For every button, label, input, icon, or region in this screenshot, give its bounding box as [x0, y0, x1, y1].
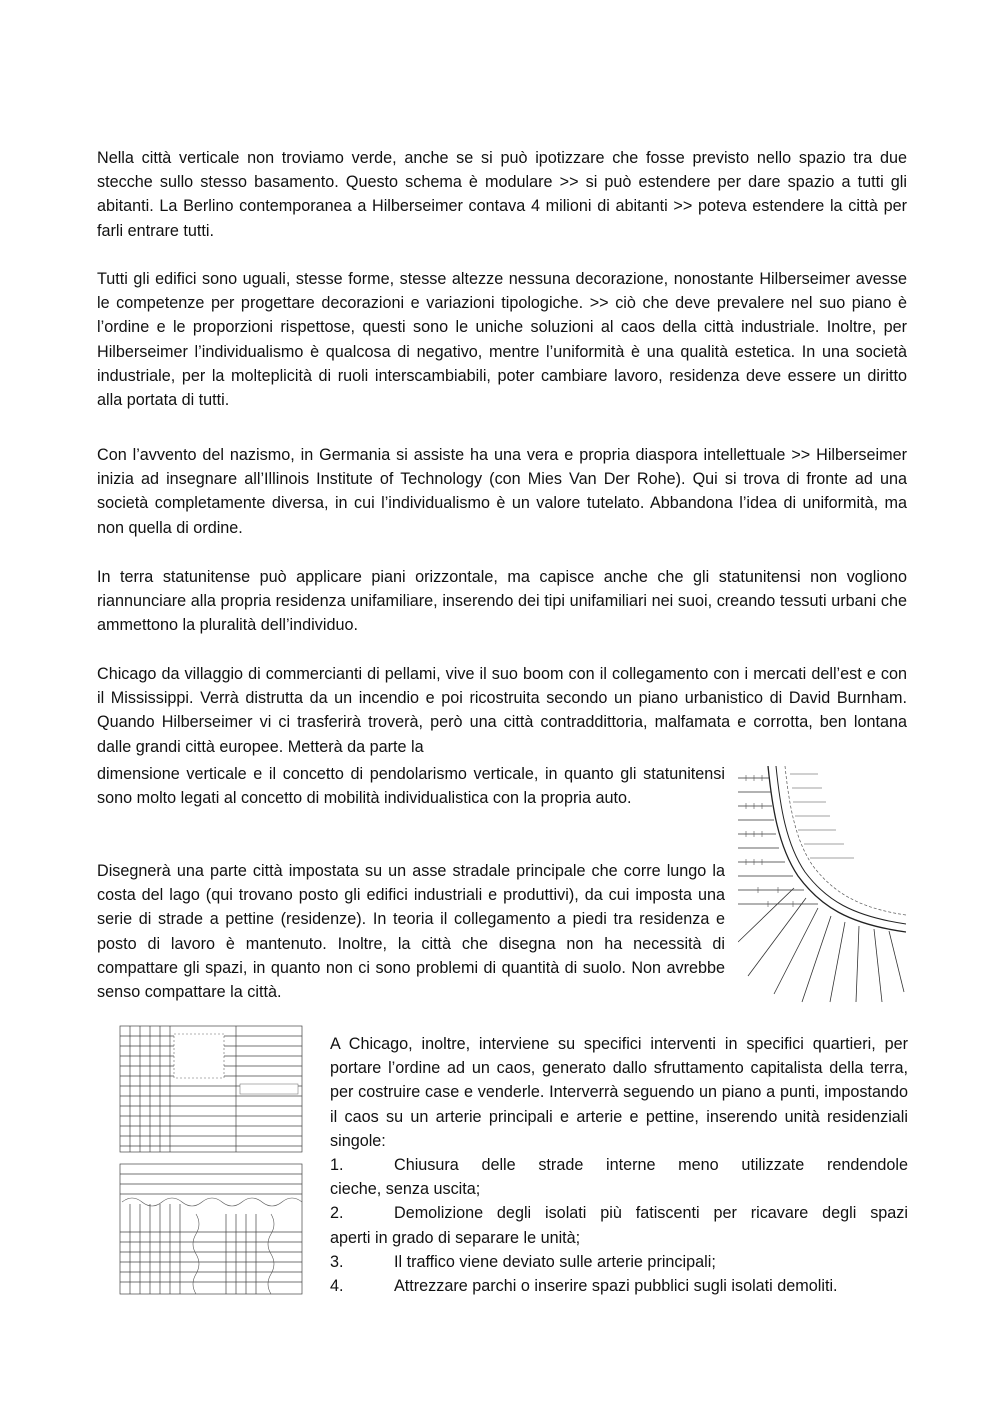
paragraph-chicago-history: Chicago da villaggio di commercianti di pellami, vive il suo boom con il collegamento con i mercati dell’est e con il Mississippi. Verrà distrutta da un incendio e poi ricostruita secondo un piano urbanistico di David Burnham. Quando Hilberseimer vi ci trasferirà troverà, però una città contraddittoria, malfamata e corrotta, ben lontana dalle grandi città europee. Metterà da parte la — [97, 665, 907, 756]
grid-plans-figure — [116, 1024, 306, 1296]
paragraph-vertical-city: Nella città verticale non troviamo verde, anche se si può ipotizzare che fosse previsto nello spazio tra due stecche sullo stesso basamento. Questo schema è modulare >> si può estendere per dare spazio a tutti gli abitanti. La Berlino contemporanea a Hilberseimer contava 4 milioni di abitanti >> poteva estendere la città per farli entrare tutti. — [97, 149, 907, 240]
list-item — [330, 1201, 908, 1249]
interventions-list — [330, 1153, 908, 1298]
list-item-continuation: cieche, senza uscita; — [330, 1180, 481, 1199]
list-item-text: Chiusura delle strade interne meno utilizzate rendendole — [394, 1156, 908, 1175]
list-item-number: 1. — [330, 1156, 344, 1175]
paragraph-us-plans: In terra statunitense può applicare piani orizzontale, ma capisce anche che gli statunitensi non vogliono riannunciare alla propria residenza unifamiliare, inserendo dei tipi unifamiliari nei suoi, creando tessuti urbani che ammettono la pluralità dell’individuo. — [97, 568, 907, 635]
paragraph-lakefront-plan: Disegnerà una parte città impostata su un asse stradale principale che corre lungo la costa del lago (qui trovano posto gli edifici industriali e produttivi), da cui imposta una serie di strade a pettine (residenze). In teoria il collegamento a piedi tra residenza e posto di lavoro è mantenuto. Inoltre, la città che disegna non ha necessità di compattare gli spazi, in quanto non ci sono problemi di quantità di suolo. Non avrebbe senso compattare la città. — [97, 862, 725, 1002]
list-item-text: Attrezzare parchi o inserire spazi pubblici sugli isolati demoliti. — [394, 1277, 838, 1296]
chicago-interventions-column — [330, 1032, 908, 1298]
list-item-text: Il traffico viene deviato sulle arterie principali; — [394, 1252, 716, 1271]
list-item — [330, 1250, 908, 1274]
list-item — [330, 1153, 908, 1201]
list-item-number: 3. — [330, 1252, 344, 1271]
paragraph-vertical-commuting: dimensione verticale e il concetto di pendolarismo verticale, in quanto gli statunitensi sono molto legati al concetto di mobilità individualistica con la propria auto. — [97, 765, 725, 808]
list-item-continuation: aperti in grado di separare le unità; — [330, 1228, 581, 1247]
lakefront-plan-figure — [738, 766, 906, 1004]
list-item-number: 4. — [330, 1277, 344, 1296]
list-item-number: 2. — [330, 1204, 344, 1223]
list-item — [330, 1274, 908, 1298]
paragraph-uniform-buildings: Tutti gli edifici sono uguali, stesse forme, stesse altezze nessuna decorazione, nonostante Hilberseimer avesse le competenze per progettare decorazioni e variazioni tipologiche. >> ciò che deve prevalere nel suo piano è l’ordine e le proporzioni rispettose, questi sono le uniche soluzioni al caos della città industriale. Inoltre, per Hilberseimer l’individualismo è qualcosa di negativo, mentre l’uniformità è una qualità estetica. In una società industriale, per la molteplicità di ruoli interscambiabili, poter cambiare lavoro, residenza deve essere un diritto alla portata di tutti. — [97, 270, 907, 410]
paragraph-nazism-diaspora: Con l’avvento del nazismo, in Germania si assiste ha una vera e propria diaspora intellettuale >> Hilberseimer inizia ad insegnare all’Illinois Institute of Technology (con Mies Van Der Rohe). Qui si trova di fronte ad una società completamente diversa, in cui l’individualismo è un valore tutelato. Abbandona l’idea di uniformità, ma non quella di ordine. — [97, 446, 907, 537]
list-item-text: Demolizione degli isolati più fatiscenti per ricavare degli spazi — [394, 1204, 908, 1223]
interventions-intro: A Chicago, inoltre, interviene su specifici interventi in specifici quartieri, per portare l’ordine ad un caos, generato dallo sfruttamento capitalista della terra, per costruire case e venderle. Interverrà seguendo un piano a punti, impostando il caos su un arterie principali e arterie e pettine, inserendo unità residenziali singole: — [330, 1035, 908, 1150]
